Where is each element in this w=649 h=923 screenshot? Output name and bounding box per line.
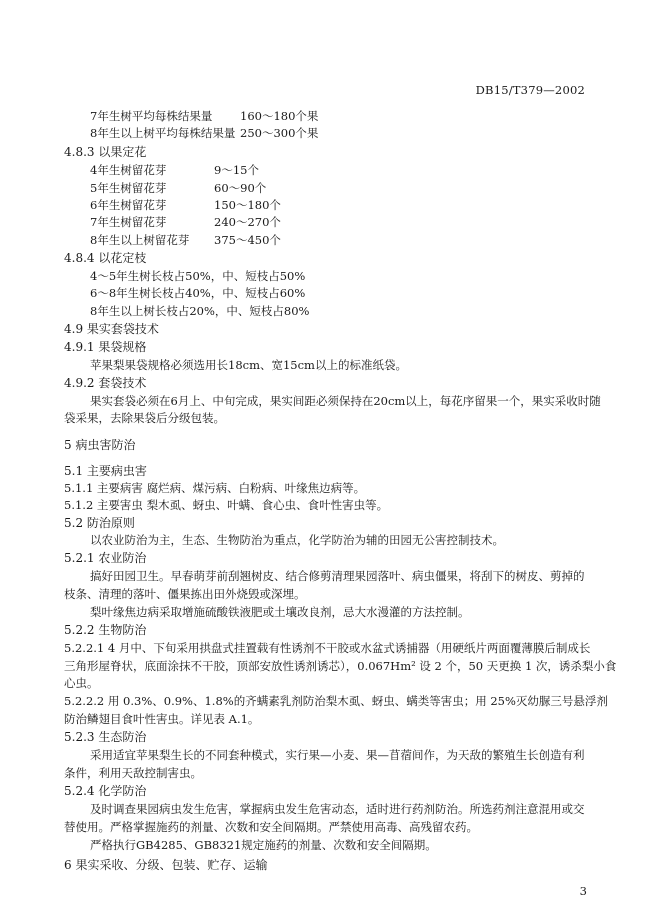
flower-item — [90, 198, 281, 212]
section-heading-5-2-1: 5.2.1 农业防治 — [64, 551, 147, 565]
paragraph-bio-line: 防治鳞翅目食叶性害虫。详见表 A.1。 — [64, 712, 260, 726]
paragraph-bio-line: 5.2.2.1 4 月中、下旬采用拱盘式挂置载有性诱剂不干胶或水盆式诱捕器（用硬纸片两面覆薄膜后制成长 — [64, 641, 591, 655]
flower-item-value: 9～15个 — [214, 163, 259, 177]
paragraph-principle: 以农业防治为主，生态、生物防治为重点，化学防治为辅的田园无公害控制技术。 — [90, 533, 504, 547]
paragraph-agri-line: 梨叶缘焦边病采取增施硫酸铁液肥或土壤改良剂，忌大水漫灌的方法控制。 — [90, 605, 470, 619]
paragraph-eco-line: 条件，利用天敌控制害虫。 — [64, 766, 202, 780]
section-heading-5-2-3: 5.2.3 生态防治 — [64, 730, 147, 744]
main-pests-line: 5.1.2 主要害虫 梨木虱、蚜虫、叶螨、食心虫、食叶性害虫等。 — [64, 498, 389, 512]
yield-item-value: 160～180个果 — [240, 109, 319, 123]
flower-item-value: 60～90个 — [214, 181, 267, 195]
branch-ratio-line: 8年生以上树长枝占20%，中、短枝占80% — [90, 304, 310, 318]
section-heading-4-8-4: 4.8.4 以花定枝 — [64, 251, 147, 265]
paragraph-chem-line: 严格执行GB4285、GB8321规定施药的剂量、次数和安全间隔期。 — [90, 838, 437, 852]
paragraph-chem-line: 及时调查果园病虫发生危害，掌握病虫发生危害动态，适时进行药剂防治。所选药剂注意混用或交 — [90, 802, 585, 816]
section-heading-4-9-2: 4.9.2 套袋技术 — [64, 376, 147, 390]
yield-item-value: 250～300个果 — [240, 126, 319, 140]
yield-item-label: 8年生以上树平均每株结果量 — [90, 126, 236, 140]
section-heading-4-9: 4.9 果实套袋技术 — [64, 322, 159, 336]
flower-item — [90, 163, 259, 177]
paragraph-bio-line: 心虫。 — [64, 676, 99, 690]
paragraph-bag-spec: 苹果梨果袋规格必须选用长18cm、宽15cm以上的标准纸袋。 — [90, 358, 407, 372]
section-heading-5-2-2: 5.2.2 生物防治 — [64, 623, 147, 637]
main-diseases-line: 5.1.1 主要病害 腐烂病、煤污病、白粉病、叶缘焦边病等。 — [64, 481, 366, 495]
yield-item — [90, 126, 319, 140]
yield-item — [90, 109, 319, 123]
flower-item — [90, 181, 267, 195]
paragraph-bio-line: 5.2.2.2 用 0.3%、0.9%、1.8%的齐螨素乳剂防治梨木虱、蚜虫、螨类等害虫；用 25%灭幼脲三号悬浮剂 — [64, 694, 608, 708]
paragraph-agri-line: 枝条、清理的落叶、僵果拣出田外烧毁或深埋。 — [64, 587, 306, 601]
paragraph-bio-line: 三角形屋脊状，底面涂抹不干胶，顶部安放性诱剂诱芯），0.067Hm² 设 2 个，50 天更换 1 次，诱杀梨小食 — [64, 659, 617, 673]
branch-ratio-line: 6～8年生树长枝占40%，中、短枝占60% — [90, 286, 306, 300]
paragraph-eco-line: 采用适宜苹果梨生长的不同套种模式，实行果—小麦、果—苜蓿间作，为天敌的繁殖生长创造有利 — [90, 748, 585, 762]
flower-item — [90, 215, 281, 229]
section-heading-5-1: 5.1 主要病虫害 — [64, 464, 147, 478]
chapter-heading-6: 6 果实采收、分级、包装、贮存、运输 — [64, 858, 268, 872]
page-number: 3 — [579, 884, 587, 898]
section-heading-4-8-3: 4.8.3 以果定花 — [64, 145, 147, 159]
flower-item-label: 6年生树留花芽 — [90, 198, 167, 212]
branch-ratio-line: 4～5年生树长枝占50%，中、短枝占50% — [90, 269, 306, 283]
flower-item-value: 150～180个 — [214, 198, 281, 212]
section-heading-5-2: 5.2 防治原则 — [64, 516, 135, 530]
paragraph-agri-line: 搞好田园卫生。早春萌芽前刮翘树皮、结合修剪清理果园落叶、病虫僵果，将刮下的树皮、剪掉的 — [90, 569, 585, 583]
flower-item-label: 5年生树留花芽 — [90, 181, 167, 195]
paragraph-bagging-line: 果实套袋必须在6月上、中旬完成，果实间距必须保持在20cm以上，每花序留果一个，果实采收时随 — [90, 394, 601, 408]
flower-item-label: 7年生树留花芽 — [90, 215, 167, 229]
flower-item-label: 4年生树留花芽 — [90, 163, 167, 177]
flower-item-value: 240～270个 — [214, 215, 281, 229]
section-heading-4-9-1: 4.9.1 果袋规格 — [64, 340, 147, 354]
yield-item-label: 7年生树平均每株结果量 — [90, 109, 213, 123]
flower-item — [90, 233, 281, 247]
chapter-heading-5: 5 病虫害防治 — [64, 438, 136, 452]
flower-item-label: 8年生以上树留花芽 — [90, 233, 190, 247]
section-heading-5-2-4: 5.2.4 化学防治 — [64, 784, 147, 798]
paragraph-bagging-line: 袋采果，去除果袋后分级包装。 — [64, 411, 225, 425]
document-code: DB15/T379—2002 — [475, 83, 585, 97]
paragraph-chem-line: 替使用。严格掌握施药的剂量、次数和安全间隔期。严禁使用高毒、高残留农药。 — [64, 820, 478, 834]
flower-item-value: 375～450个 — [214, 233, 281, 247]
